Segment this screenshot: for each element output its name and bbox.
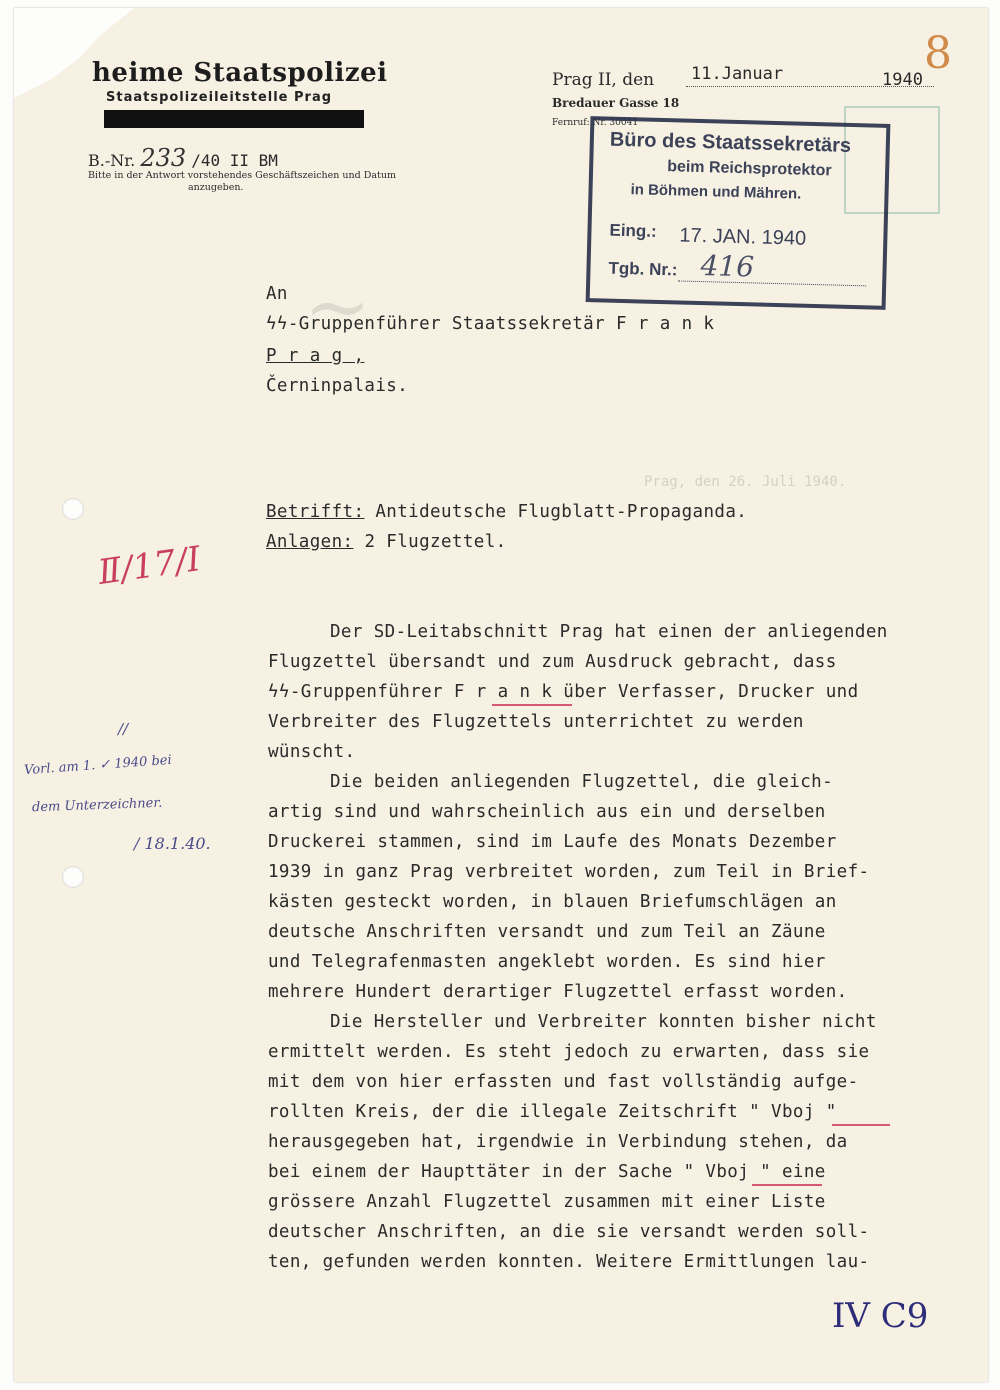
body-line: kästen gesteckt worden, in blauen Briefumschlägen an: [268, 892, 837, 912]
bleed-through-signature: ~: [304, 260, 372, 353]
bleed-through-text: Prag, den 26. Juli 1940.: [644, 474, 847, 490]
stamp-received-label: Eing.:: [609, 220, 657, 241]
body-line: mehrere Hundert derartiger Flugzettel erfasst worden.: [268, 982, 848, 1002]
red-underline-frank: [492, 704, 572, 706]
body-line: rollten Kreis, der die illegale Zeitschrift " Vboj ": [268, 1102, 837, 1122]
sender-year: 1940: [882, 70, 923, 90]
body-line: Flugzettel übersandt und zum Ausdruck gebracht, dass: [268, 652, 837, 672]
recipient-line1: An: [266, 284, 288, 304]
page-number-handwritten: 8: [924, 28, 952, 79]
redaction-bar: [104, 110, 364, 128]
body-line: 1939 in ganz Prag verbreitet worden, zum Teil in Brief-: [268, 862, 870, 882]
body-line: Die beiden anliegenden Flugzettel, die gleich-: [330, 772, 834, 792]
body-line: Die Hersteller und Verbreiter konnten bisher nicht: [330, 1012, 877, 1032]
margin-note-line2: dem Unterzeichner.: [31, 795, 163, 816]
sender-street: Bredauer Gasse 18: [552, 96, 680, 110]
recipient-line2: ϟϟ-Gruppenführer Staatssekretär F r a n k: [266, 314, 715, 334]
red-underline-vboj-2: [752, 1184, 822, 1186]
attachments-text: 2 Flugzettel.: [364, 532, 507, 552]
recipient-city: P r a g ,: [266, 346, 365, 366]
subject-text: Antideutsche Flugblatt-Propaganda.: [375, 502, 748, 522]
body-line: ϟϟ-Gruppenführer F r a n k über Verfasser, Drucker und: [268, 682, 859, 702]
sender-place: Prag II, den: [552, 70, 655, 90]
stamp-office: Büro des Staatssekretärs: [609, 128, 852, 157]
body-line: bei einem der Haupttäter in der Sache " Vboj " eine: [268, 1162, 826, 1182]
sender-phone: Fernruf: Nr. 30041: [552, 118, 639, 128]
letterhead-title: heime Staatspolizei: [92, 58, 388, 88]
body-line: ermittelt werden. Es steht jedoch zu erwarten, dass sie: [268, 1042, 870, 1062]
reply-hint-line2: anzugeben.: [188, 182, 244, 193]
reference-label: B.-Nr.: [88, 151, 136, 170]
body-line: Verbreiter des Flugzettels unterrichtet zu werden: [268, 712, 804, 732]
body-line: und Telegrafenmasten angeklebt worden. Es sind hier: [268, 952, 826, 972]
reply-hint-line1: Bitte in der Antwort vorstehendes Geschäftszeichen und Datum: [88, 170, 396, 181]
stamp-region: in Böhmen und Mähren.: [630, 181, 802, 203]
body-line: deutsche Anschriften versandt und zum Teil an Zäune: [268, 922, 826, 942]
attachments-line: [266, 532, 507, 552]
stamp-received-date: 17. JAN. 1940: [679, 224, 807, 250]
body-line: Der SD-Leitabschnitt Prag hat einen der anliegenden: [330, 622, 888, 642]
stamp-journal-number: 416: [700, 249, 755, 284]
body-line: grössere Anzahl Flugzettel zusammen mit einer Liste: [268, 1192, 826, 1212]
recipient-address: Černinpalais.: [266, 376, 409, 396]
reference-line: [88, 144, 278, 172]
reference-number-handwritten: 233: [140, 144, 187, 172]
body-line: deutscher Anschriften, an die sie versandt werden soll-: [268, 1222, 870, 1242]
bottom-file-mark: IV C9: [832, 1296, 929, 1336]
body-line: ten, gefunden werden konnten. Weitere Ermittlungen lau-: [268, 1252, 870, 1272]
reply-hint: [88, 170, 418, 194]
stamp-journal-label: Tgb. Nr.:: [608, 258, 678, 280]
reference-suffix: /40 II BM: [191, 151, 278, 170]
body-line: herausgegeben hat, irgendwie in Verbindung stehen, da: [268, 1132, 848, 1152]
body-line: artig sind und wahrscheinlich aus ein und derselben: [268, 802, 826, 822]
body-line: wünscht.: [268, 742, 356, 762]
document-page: [14, 8, 988, 1382]
stamp-protector: beim Reichsprotektor: [666, 158, 832, 180]
body-line: Druckerei stammen, sind im Laufe des Monats Dezember: [268, 832, 837, 852]
margin-check-mark: //: [118, 720, 129, 738]
received-stamp: [586, 116, 891, 310]
attachments-label: Anlagen:: [266, 532, 354, 552]
punch-hole-top: [62, 498, 84, 520]
margin-note-line1: Vorl. am 1. ✓ 1940 bei: [23, 752, 173, 779]
letterhead-subtitle: Staatspolizeileitstelle Prag: [106, 90, 333, 105]
punch-hole-bottom: [62, 866, 84, 888]
subject-line: [266, 502, 747, 522]
body-line: mit dem von hier erfassten und fast vollständig aufge-: [268, 1072, 859, 1092]
margin-note-initial: / 18.1.40.: [134, 834, 211, 853]
subject-label: Betrifft:: [266, 502, 365, 522]
sender-date: 11.Januar: [691, 64, 784, 84]
red-underline-vboj-1: [832, 1124, 890, 1126]
margin-red-mark: Ⅱ/17/I: [95, 539, 204, 593]
